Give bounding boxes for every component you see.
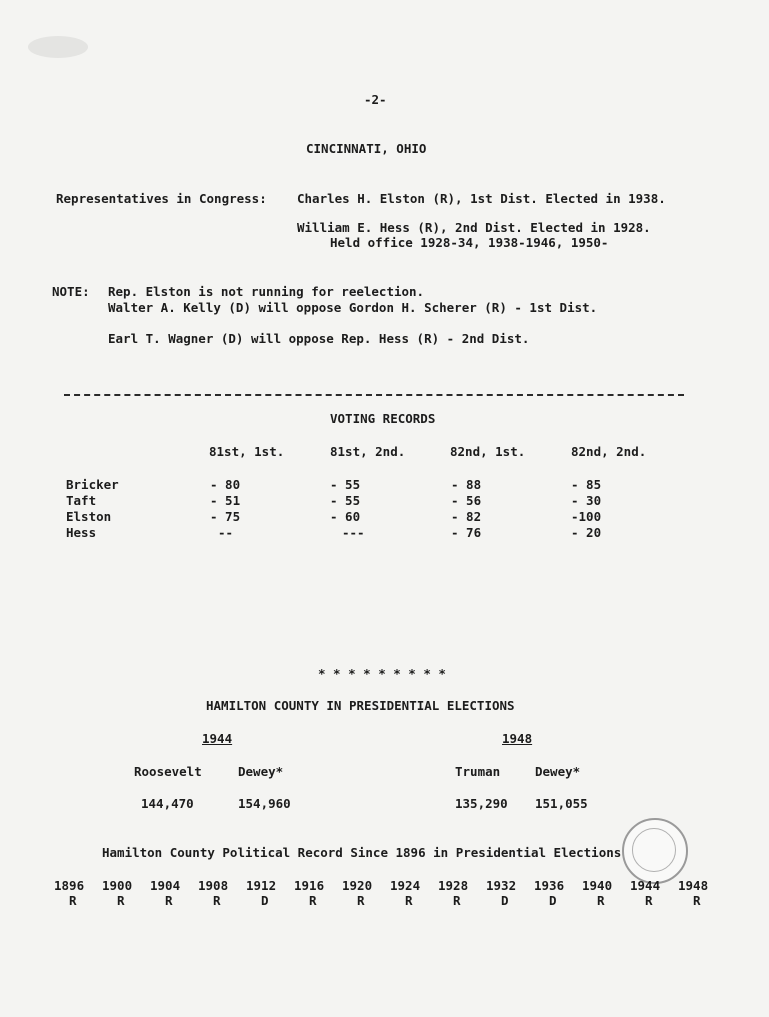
record-result: R	[309, 893, 317, 908]
row-value: - 76	[451, 525, 482, 540]
note-label: NOTE:	[52, 284, 90, 299]
election-year-1944: 1944	[202, 731, 233, 746]
record-result: D	[501, 893, 509, 908]
column-header: 82nd, 2nd.	[571, 444, 647, 459]
record-result: R	[117, 893, 125, 908]
dashed-divider	[64, 394, 684, 396]
record-result: R	[453, 893, 461, 908]
record-result: R	[165, 893, 173, 908]
hamilton-title: HAMILTON COUNTY IN PRESIDENTIAL ELECTIONS	[206, 698, 515, 713]
record-year: 1920	[342, 878, 373, 893]
record-year: 1924	[390, 878, 421, 893]
record-result: R	[405, 893, 413, 908]
candidate-name: Truman	[455, 764, 501, 779]
row-value: - 51	[210, 493, 241, 508]
page-number: -2-	[364, 92, 387, 107]
voting-records-title: VOTING RECORDS	[330, 411, 436, 426]
record-year: 1928	[438, 878, 469, 893]
row-value: - 80	[210, 477, 241, 492]
row-value: - 85	[571, 477, 602, 492]
candidate-name: Roosevelt	[134, 764, 202, 779]
record-year: 1904	[150, 878, 181, 893]
column-header: 81st, 2nd.	[330, 444, 406, 459]
record-year: 1912	[246, 878, 277, 893]
representative-line-1: Charles H. Elston (R), 1st Dist. Elected in 1938.	[297, 191, 666, 206]
row-name: Taft	[66, 493, 97, 508]
vote-count: 144,470	[141, 796, 194, 811]
record-year: 1908	[198, 878, 229, 893]
record-result: R	[357, 893, 365, 908]
record-result: R	[693, 893, 701, 908]
column-header: 82nd, 1st.	[450, 444, 526, 459]
record-result: R	[597, 893, 605, 908]
candidate-name: Dewey*	[238, 764, 284, 779]
record-year: 1940	[582, 878, 613, 893]
record-result: D	[549, 893, 557, 908]
row-name: Hess	[66, 525, 97, 540]
row-value: ---	[342, 525, 365, 540]
record-year: 1932	[486, 878, 517, 893]
received-stamp	[622, 818, 688, 884]
row-value: - 88	[451, 477, 482, 492]
row-value: - 56	[451, 493, 482, 508]
row-value: - 82	[451, 509, 482, 524]
row-value: - 20	[571, 525, 602, 540]
vote-count: 154,960	[238, 796, 291, 811]
city-title: CINCINNATI, OHIO	[306, 141, 427, 156]
record-year: 1896	[54, 878, 85, 893]
row-value: - 30	[571, 493, 602, 508]
note-line-3: Earl T. Wagner (D) will oppose Rep. Hess (R) - 2nd Dist.	[108, 331, 530, 346]
vote-count: 151,055	[535, 796, 588, 811]
record-result: R	[69, 893, 77, 908]
record-year: 1936	[534, 878, 565, 893]
record-year: 1944	[630, 878, 661, 893]
row-value: - 55	[330, 477, 361, 492]
representative-line-3: Held office 1928-34, 1938-1946, 1950-	[330, 235, 609, 250]
record-year: 1948	[678, 878, 709, 893]
record-result: D	[261, 893, 269, 908]
candidate-name: Dewey*	[535, 764, 581, 779]
representatives-label: Representatives in Congress:	[56, 191, 267, 206]
paper-smudge	[28, 36, 88, 58]
row-value: -100	[571, 509, 602, 524]
note-line-1: Rep. Elston is not running for reelection.	[108, 284, 425, 299]
column-header: 81st, 1st.	[209, 444, 285, 459]
note-line-2: Walter A. Kelly (D) will oppose Gordon H. Scherer (R) - 1st Dist.	[108, 300, 598, 315]
record-year: 1916	[294, 878, 325, 893]
representative-line-2: William E. Hess (R), 2nd Dist. Elected in 1928.	[297, 220, 651, 235]
row-value: - 60	[330, 509, 361, 524]
row-value: --	[218, 525, 234, 540]
row-value: - 55	[330, 493, 361, 508]
vote-count: 135,290	[455, 796, 508, 811]
record-result: R	[213, 893, 221, 908]
row-name: Elston	[66, 509, 112, 524]
election-year-1948: 1948	[502, 731, 533, 746]
row-value: - 75	[210, 509, 241, 524]
political-record-title: Hamilton County Political Record Since 1896 in Presidential Elections	[102, 845, 622, 860]
asterisk-separator: * * * * * * * * *	[318, 666, 446, 681]
row-name: Bricker	[66, 477, 119, 492]
record-result: R	[645, 893, 653, 908]
record-year: 1900	[102, 878, 133, 893]
